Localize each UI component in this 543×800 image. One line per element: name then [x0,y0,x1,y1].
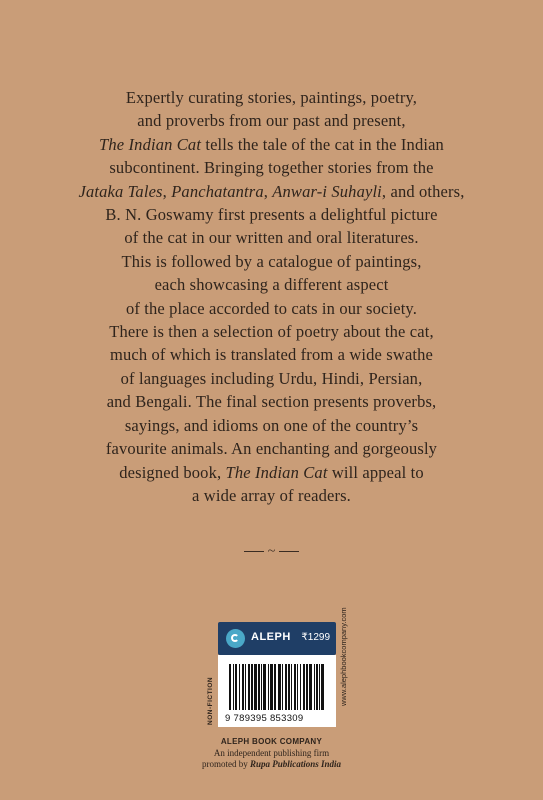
barcode-bar [288,664,290,710]
blurb-line [40,484,503,507]
barcode-bar [321,664,324,710]
isbn-barcode [218,655,336,727]
barcode-bar [270,664,273,710]
back-cover-blurb [40,86,503,507]
blurb-line [40,343,503,366]
blurb-italic-title: Jataka Tales [78,181,163,201]
blurb-text: designed book, [119,462,226,482]
price-label: ₹1299 [301,632,330,643]
blurb-line [40,109,503,132]
blurb-text: of languages including Urdu, Hindi, Persian, [120,368,423,388]
section-ornament [0,544,543,560]
barcode-bar [297,664,298,710]
blurb-text: and Bengali. The final section presents proverbs, [106,392,437,412]
blurb-text: and proverbs from our past and present, [137,111,406,131]
publisher-website: www.alephbookcompany.com [339,607,348,706]
barcode-bar [229,664,231,710]
blurb-line [40,273,503,296]
blurb-text: a wide array of readers. [192,485,351,505]
isbn-number: 9 789395 853309 [225,713,304,724]
barcode-bar [274,664,276,710]
blurb-line [40,203,503,226]
barcode-bar [251,664,253,710]
barcode-bar [319,664,320,710]
barcode-bar [263,664,266,710]
genre-label: NON-FICTION [207,676,214,725]
barcode-bar [282,664,283,710]
blurb-text: There is then a selection of poetry about the cat, [109,322,434,342]
barcode-bar [233,664,234,710]
blurb-text: , and others, [381,181,465,201]
barcode-bar [245,664,246,710]
blurb-text: favourite animals. An enchanting and gorgeously [105,439,438,459]
barcode-bar [278,664,281,710]
barcode-bar [261,664,262,710]
blurb-line [40,133,503,156]
blurb-text: tells the tale of the cat in the Indian [201,134,444,154]
blurb-line [40,367,503,390]
barcode-bar [291,664,292,710]
barcode-bar [300,664,301,710]
aleph-logo-icon [226,629,245,648]
blurb-text: , [162,181,172,201]
blurb-italic-title: Panchatantra [171,181,264,201]
barcode-bar [303,664,305,710]
blurb-text: much of which is translated from a wide swathe [109,345,434,365]
barcode-bar [235,664,237,710]
blurb-text: of the cat in our written and oral literatures. [124,228,419,248]
promoter-prefix: promoted by [201,759,248,769]
barcode-bar [316,664,318,710]
blurb-italic-title: Anwar-i Suhayli [272,181,382,201]
blurb-text: subcontinent. Bringing together stories from the [109,158,434,178]
barcode-bar [258,664,260,710]
ornament-rule-right [279,551,299,552]
ornament-tilde: ~ [267,544,276,559]
blurb-text: This is followed by a catalogue of paintings, [121,251,422,271]
barcode-bar [268,664,269,710]
blurb-text: sayings, and idioms on one of the country’s [124,415,419,435]
blurb-line [40,414,503,437]
blurb-line [40,461,503,484]
barcode-bar [239,664,240,710]
blurb-text: Expertly curating stories, paintings, poetry, [125,88,418,107]
blurb-line [40,250,503,273]
barcode-bar [309,664,312,710]
publisher-company: ALEPH BOOK COMPANY [220,737,323,746]
blurb-line [40,320,503,343]
ornament-rule-left [244,551,264,552]
barcode-bar [314,664,315,710]
blurb-line [40,226,503,249]
publisher-tagline: An independent publishing firm [213,748,330,758]
blurb-line [40,390,503,413]
publisher-promoter [0,759,543,769]
barcode-bar [248,664,250,710]
blurb-italic-title: The Indian Cat [225,462,328,482]
promoter-name: Rupa Publications India [249,759,342,769]
blurb-line [40,180,503,203]
blurb-text: , [263,181,273,201]
blurb-italic-title: The Indian Cat [99,134,202,154]
barcode-bar [254,664,257,710]
blurb-line [40,437,503,460]
barcode-bar [242,664,244,710]
barcode-bar [285,664,287,710]
barcode-bars [229,664,329,712]
barcode-bar [306,664,308,710]
blurb-text: B. N. Goswamy first presents a delightful picture [105,205,438,225]
blurb-line [40,86,503,109]
barcode-bar [294,664,296,710]
blurb-text: each showcasing a different aspect [154,275,389,295]
blurb-line [40,297,503,320]
blurb-line [40,156,503,179]
publisher-name: ALEPH [251,631,291,643]
blurb-text: will appeal to [327,462,424,482]
blurb-text: of the place accorded to cats in our society. [125,298,418,318]
publisher-price-box [218,622,336,655]
